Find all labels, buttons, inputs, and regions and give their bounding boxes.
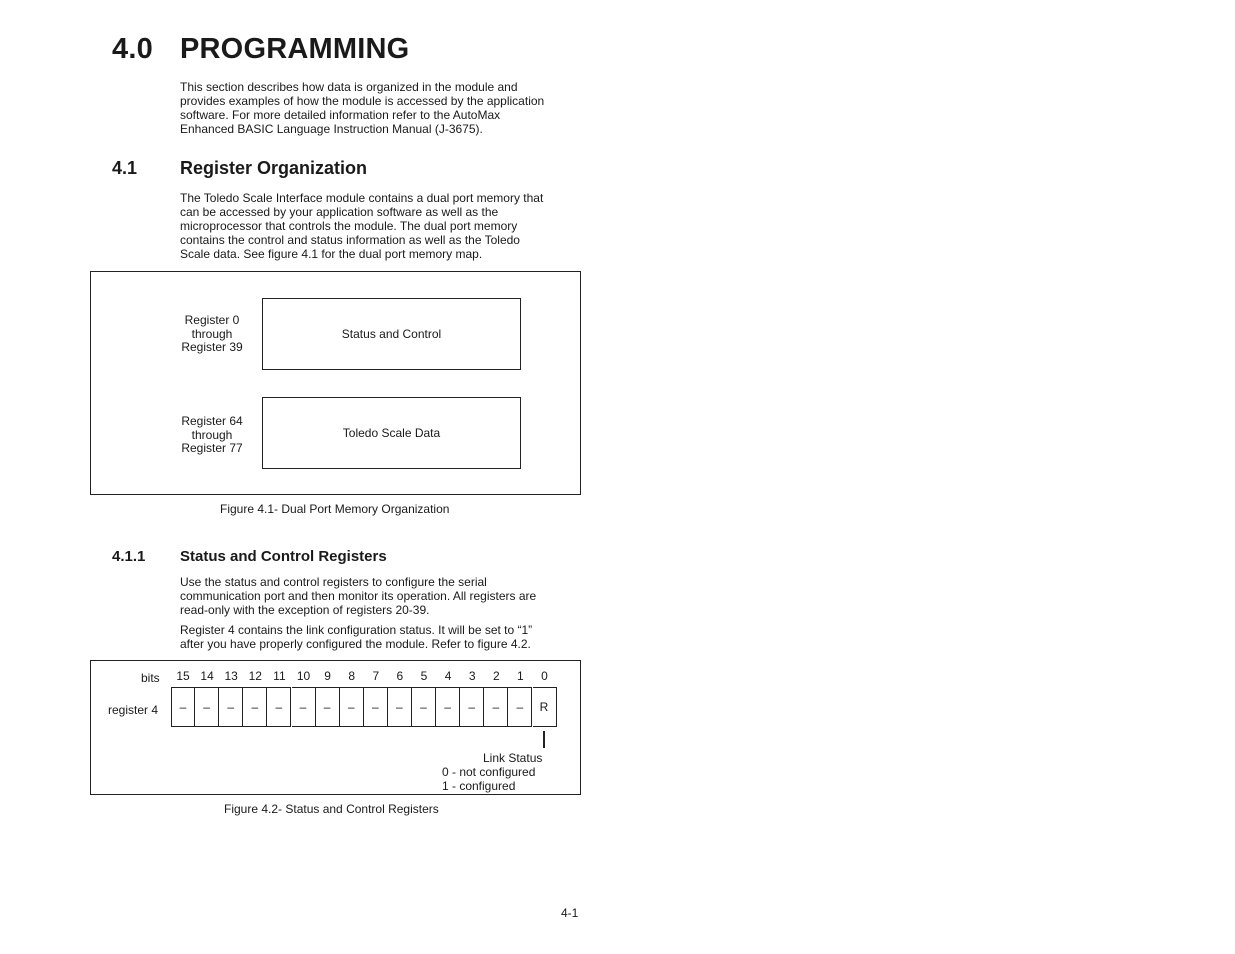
register-bit-cell: – xyxy=(316,687,340,727)
intro-line: Enhanced BASIC Language Instruction Manual (J-3675). xyxy=(180,122,483,136)
memory-block-label: Status and Control xyxy=(341,327,442,341)
intro-line: provides examples of how the module is accessed by the application xyxy=(180,94,545,108)
range-through: through xyxy=(191,326,233,341)
bit-number: 9 xyxy=(324,669,331,683)
bit-number: 4 xyxy=(444,669,452,683)
section-4-1-line: can be accessed by your application software as well as the xyxy=(180,205,499,219)
bit-number: 2 xyxy=(492,669,500,683)
section-4-1-line: microprocessor that controls the module. The dual port memory xyxy=(180,219,518,233)
register-bit-cell: R xyxy=(533,687,557,727)
memory-block-label: Toledo Scale Data xyxy=(342,426,441,440)
bit-number: 15 xyxy=(176,669,190,683)
figure-4-2-frame xyxy=(90,660,581,795)
page-number: 4-1 xyxy=(561,906,579,920)
section-4-1-1-paragraph-2 xyxy=(180,623,570,651)
bit-number: 6 xyxy=(396,669,404,683)
register-bit-cell: – xyxy=(243,687,267,727)
register-bit-cell: – xyxy=(364,687,388,727)
range-start: Register 0 xyxy=(184,313,240,327)
section-4-1-1-line: after you have properly configured the module. Refer to figure 4.2. xyxy=(180,637,531,651)
register-range-label xyxy=(167,314,257,355)
figure-4-2-caption: Figure 4.2- Status and Control Registers xyxy=(224,802,439,816)
register-bit-cell: – xyxy=(195,687,219,727)
link-status-pointer xyxy=(543,731,545,748)
register-bit-cell: – xyxy=(219,687,243,727)
memory-block-status-control xyxy=(262,298,521,370)
section-4-1-1-heading xyxy=(112,548,387,565)
register-range-label xyxy=(167,415,257,456)
section-4-1-1-line: read-only with the exception of registers 20-39. xyxy=(180,603,430,617)
section-4-1-1-number: 4.1.1 xyxy=(112,548,146,565)
range-end: Register 39 xyxy=(181,340,243,354)
bit-number: 5 xyxy=(420,669,428,683)
bit-number: 3 xyxy=(468,669,476,683)
register-4-label: register 4 xyxy=(108,703,159,717)
section-4-1-paragraph xyxy=(180,191,570,261)
register-bit-cell: – xyxy=(267,687,291,727)
section-4-1-line: The Toledo Scale Interface module contains a dual port memory that xyxy=(180,191,544,205)
section-4-1-1-title: Status and Control Registers xyxy=(180,548,387,565)
register-bit-cell: – xyxy=(412,687,436,727)
register-4-cells xyxy=(171,687,557,727)
section-4-1-number: 4.1 xyxy=(112,158,138,178)
register-bit-cell: – xyxy=(436,687,460,727)
section-4-1-1-paragraph-1 xyxy=(180,575,570,617)
memory-block-scale-data xyxy=(262,397,521,469)
section-4-1-title: Register Organization xyxy=(180,158,368,178)
range-end: Register 77 xyxy=(181,441,243,455)
bit-number: 0 xyxy=(541,669,548,683)
section-4-1-1-line: Use the status and control registers to configure the serial xyxy=(180,575,487,589)
bit-number: 7 xyxy=(372,669,380,683)
link-status-title: Link Status xyxy=(483,751,543,765)
bit-number: 13 xyxy=(224,669,238,683)
section-4-1-line: Scale data. See figure 4.1 for the dual port memory map. xyxy=(180,247,483,261)
register-bit-cell: – xyxy=(388,687,412,727)
section-4-1-heading xyxy=(112,158,367,179)
range-through: through xyxy=(191,427,233,442)
intro-line: software. For more detailed information refer to the AutoMax xyxy=(180,108,501,122)
register-bit-cell: – xyxy=(484,687,508,727)
section-4-1-1-line: Register 4 contains the link configuration status. It will be set to “1” xyxy=(180,623,533,637)
figure-4-1-caption: Figure 4.1- Dual Port Memory Organization xyxy=(220,502,450,516)
bit-number: 14 xyxy=(200,669,214,683)
register-bit-cell: – xyxy=(508,687,532,727)
register-bit-cell: – xyxy=(460,687,484,727)
section-4-1-line: contains the control and status information as well as the Toledo xyxy=(180,233,520,247)
range-start: Register 64 xyxy=(181,414,243,428)
bit-number: 11 xyxy=(273,669,286,683)
intro-paragraph xyxy=(180,80,570,136)
bit-number: 8 xyxy=(348,669,356,683)
heading-title: PROGRAMMING xyxy=(180,33,410,65)
bit-number: 1 xyxy=(517,669,524,683)
register-bit-cell: – xyxy=(340,687,364,727)
bit-number: 10 xyxy=(296,669,311,683)
section-4-1-1-line: communication port and then monitor its operation. All registers are xyxy=(180,589,537,603)
bit-number: 12 xyxy=(248,669,262,683)
register-bit-cell: – xyxy=(292,687,316,727)
register-bit-cell: – xyxy=(171,687,195,727)
heading-number: 4.0 xyxy=(112,33,153,65)
intro-line: This section describes how data is organized in the module and xyxy=(180,80,518,94)
figure-4-1-frame xyxy=(90,271,581,495)
bit-number-row xyxy=(171,669,557,685)
bits-label: bits xyxy=(141,671,160,685)
page-heading xyxy=(112,33,409,66)
link-status-configured: 1 - configured xyxy=(442,779,516,793)
link-status-not-configured: 0 - not configured xyxy=(442,765,536,779)
